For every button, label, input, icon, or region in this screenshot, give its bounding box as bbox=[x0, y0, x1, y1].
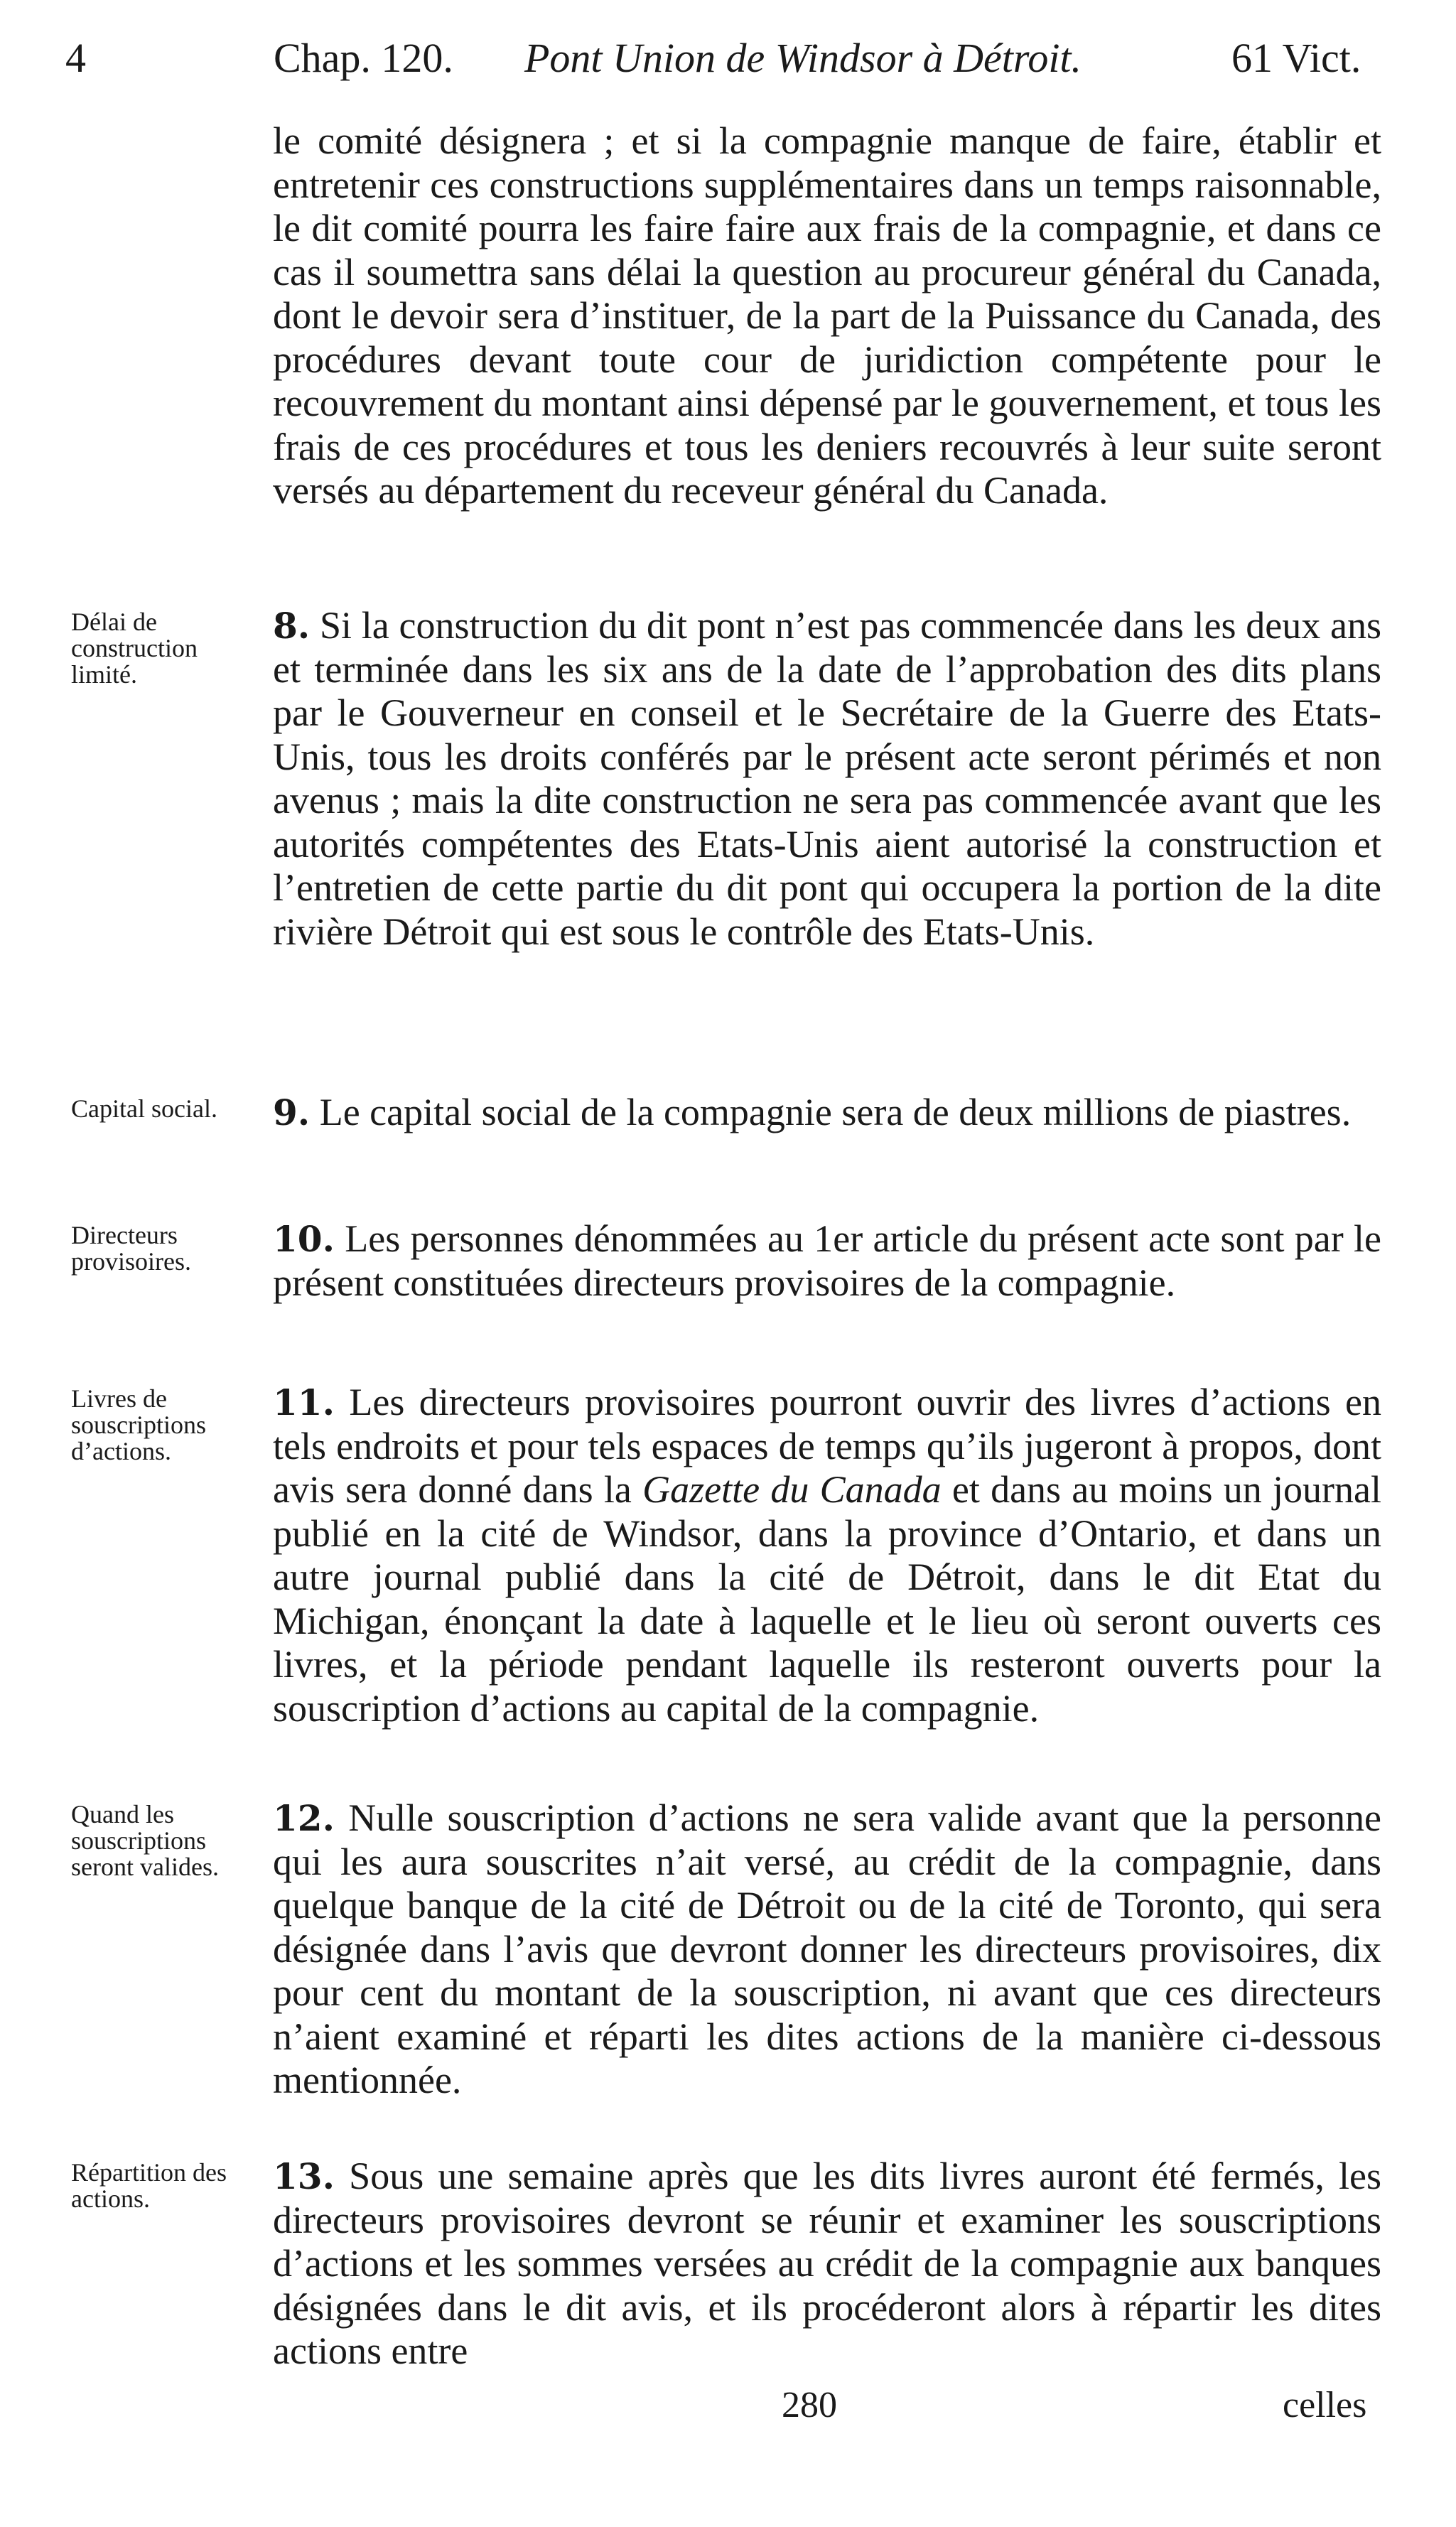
section-text: Nulle souscription d’actions ne sera valide avant que la personne qui les aura souscrites n’ait versé, au crédit de la compagnie, dans quelque banque de la cité de Détroit ou de la cité de Toronto, qui sera désignée dans l’avis que devront donner les directeurs provisoires, dix pour cent du montant de la souscription, ni avant que ces directeurs n’aient examiné et réparti les dites actions de la manière ci-dessous mentionnée. bbox=[273, 1796, 1381, 2101]
chapter-label: Chap. 120. bbox=[274, 35, 453, 81]
section-number: 13. bbox=[273, 2155, 335, 2197]
section-12 bbox=[273, 1796, 1381, 2103]
section-text: Si la construction du dit pont n’est pas commencée dans les deux ans et terminée dans les six ans de la date de l’approbation des dits plans par le Gouverneur en conseil et le Secrétaire de la Guerre des Etats-Unis, tous les droits conférés par le présent acte seront périmés et non avenus ; mais la dite construction ne sera pas commencée avant que les autorités compétentes des Etats-Unis aient autorisé la construction et l’entretien de cette partie du dit pont qui occupera la portion de la dite rivière Détroit qui est sous le contrôle des Etats-Unis. bbox=[273, 604, 1381, 953]
section-number: 8. bbox=[273, 605, 311, 647]
section-text-part-1: Les directeurs provisoires pourront ouvrir des livres d’actions en tels endroits et pour tels espaces de temps qu’ils jugeront à propos, dont avis sera donné dans la bbox=[273, 1381, 1381, 1511]
continuation-paragraph bbox=[273, 119, 1381, 513]
page-number: 4 bbox=[65, 35, 86, 81]
gazette-title: Gazette du Canada bbox=[642, 1468, 942, 1511]
section-number: 12. bbox=[273, 1797, 335, 1839]
margin-note-section-8: Délai de construction limité. bbox=[71, 608, 198, 689]
margin-note-section-10: Directeurs provisoires. bbox=[71, 1221, 191, 1276]
margin-note-section-9: Capital social. bbox=[71, 1094, 217, 1123]
act-title: Pont Union de Windsor à Détroit. bbox=[524, 35, 1082, 81]
regnal-year: 61 Vict. bbox=[1231, 35, 1361, 81]
section-13 bbox=[273, 2155, 1381, 2374]
margin-note-section-13: Répartition des actions. bbox=[71, 2158, 227, 2213]
section-text: Sous une semaine après que les dits livres auront été fermés, les directeurs provisoires devront se réunir et examiner les souscriptions d’actions et les sommes versées au crédit de la compagnie aux banques désignées dans le dit avis, et ils procéderont alors à répartir les dites actions entre bbox=[273, 2155, 1381, 2372]
section-8 bbox=[273, 604, 1381, 954]
section-9 bbox=[273, 1091, 1381, 1135]
section-text-part-2: et dans au moins un journal publié en la cité de Windsor, dans la province d’Ontario, et dans un autre journal publié dans la cité de Détroit, dans le dit Etat du Michigan, énonçant la date à laquelle et le lieu où seront ouverts ces livres, et la période pendant laquelle ils resteront ouverts pour la souscription d’actions au capital de la compagnie. bbox=[273, 1468, 1381, 1730]
paragraph-text: le comité désignera ; et si la compagnie manque de faire, établir et entretenir ces constructions supplémentaires dans un temps raisonnable, le dit comité pourra les faire faire aux frais de la compagnie, et dans ce cas il soumettra sans délai la question au procureur général du Canada, dont le devoir sera d’instituer, de la part de la Puissance du Canada, des procédures devant toute cour de juridiction compétente pour le recouvrement du montant ainsi dépensé par le gouvernement, et tous les frais de ces procédures et tous les deniers recouvrés à leur suite seront versés au département du receveur général du Canada. bbox=[273, 119, 1381, 512]
margin-note-section-12: Quand les souscriptions seront valides. bbox=[71, 1800, 219, 1881]
running-header bbox=[0, 34, 1456, 91]
section-11 bbox=[273, 1381, 1381, 1730]
section-text: Le capital social de la compagnie sera de deux millions de piastres. bbox=[310, 1091, 1352, 1133]
section-text: Les personnes dénommées au 1er article du présent acte sont par le présent constituées directeurs provisoires de la compagnie. bbox=[273, 1217, 1381, 1304]
footer-page-number: 280 bbox=[782, 2385, 837, 2425]
section-10 bbox=[273, 1217, 1381, 1305]
section-number: 9. bbox=[273, 1092, 311, 1133]
section-number: 11. bbox=[273, 1381, 335, 1423]
catchword: celles bbox=[1283, 2385, 1367, 2425]
section-number: 10. bbox=[273, 1218, 335, 1260]
margin-note-section-11: Livres de souscriptions d’actions. bbox=[71, 1384, 207, 1465]
